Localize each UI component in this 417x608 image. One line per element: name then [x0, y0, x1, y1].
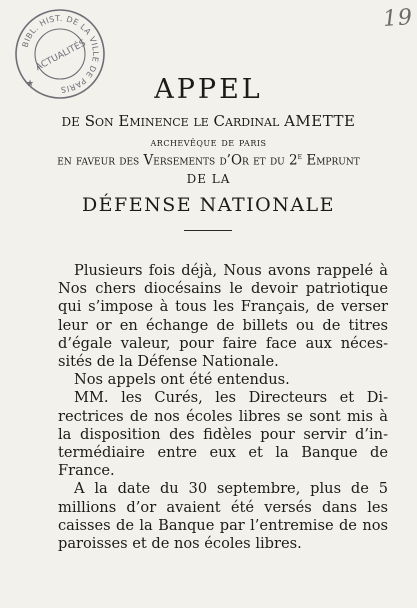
svg-text:BIBL. HIST. DE LA VILLE DE PAR: BIBL. HIST. DE LA VILLE DE PARIS	[20, 13, 101, 95]
paragraph: A la date du 30 septembre, plus de 5 millions d’or avaient été versés dans les caisses de la Banque par l’entremise de nos paroisses et de nos écoles libres.	[58, 480, 388, 553]
subject-line	[0, 152, 417, 169]
svg-text:★: ★	[26, 79, 35, 89]
author-prefix: DE	[61, 115, 80, 129]
subject-text-end: Emprunt	[302, 152, 360, 169]
subject-text: en faveur des Versements d’Or et du 2	[57, 152, 298, 169]
document-title: APPEL	[154, 74, 263, 105]
paragraph: Nos appels ont été entendus.	[74, 371, 290, 389]
author-line	[0, 112, 417, 130]
paragraph: MM. les Curés, les Directeurs et Directrices de nos écoles libres se sont mis à la disposition des fidèles pour servir d’intermédiaire entre eux et la Banque de France.	[58, 389, 388, 480]
author-title: Son Eminence le Cardinal	[84, 112, 280, 130]
author-office: archevêque de paris	[150, 135, 267, 149]
subject-superscript: e	[297, 152, 303, 162]
subject-connector: DE LA	[186, 172, 231, 186]
svg-text:ACTUALITÉS: ACTUALITÉS	[34, 38, 88, 74]
body-text	[58, 262, 388, 553]
divider	[184, 230, 232, 231]
paragraph: Plusieurs fois déjà, Nous avons rappelé à Nos chers diocésains le devoir patriotique qui s’impose à tous les Français, de verser leur or en échange de billets ou de titres d’égale valeur, pour faire face aux nécessités de la Défense Nationale.	[58, 262, 388, 371]
handwritten-note: 19	[382, 4, 414, 33]
author-name: AMETTE	[284, 112, 356, 130]
subject-heading: DÉFENSE NATIONALE	[81, 194, 336, 216]
